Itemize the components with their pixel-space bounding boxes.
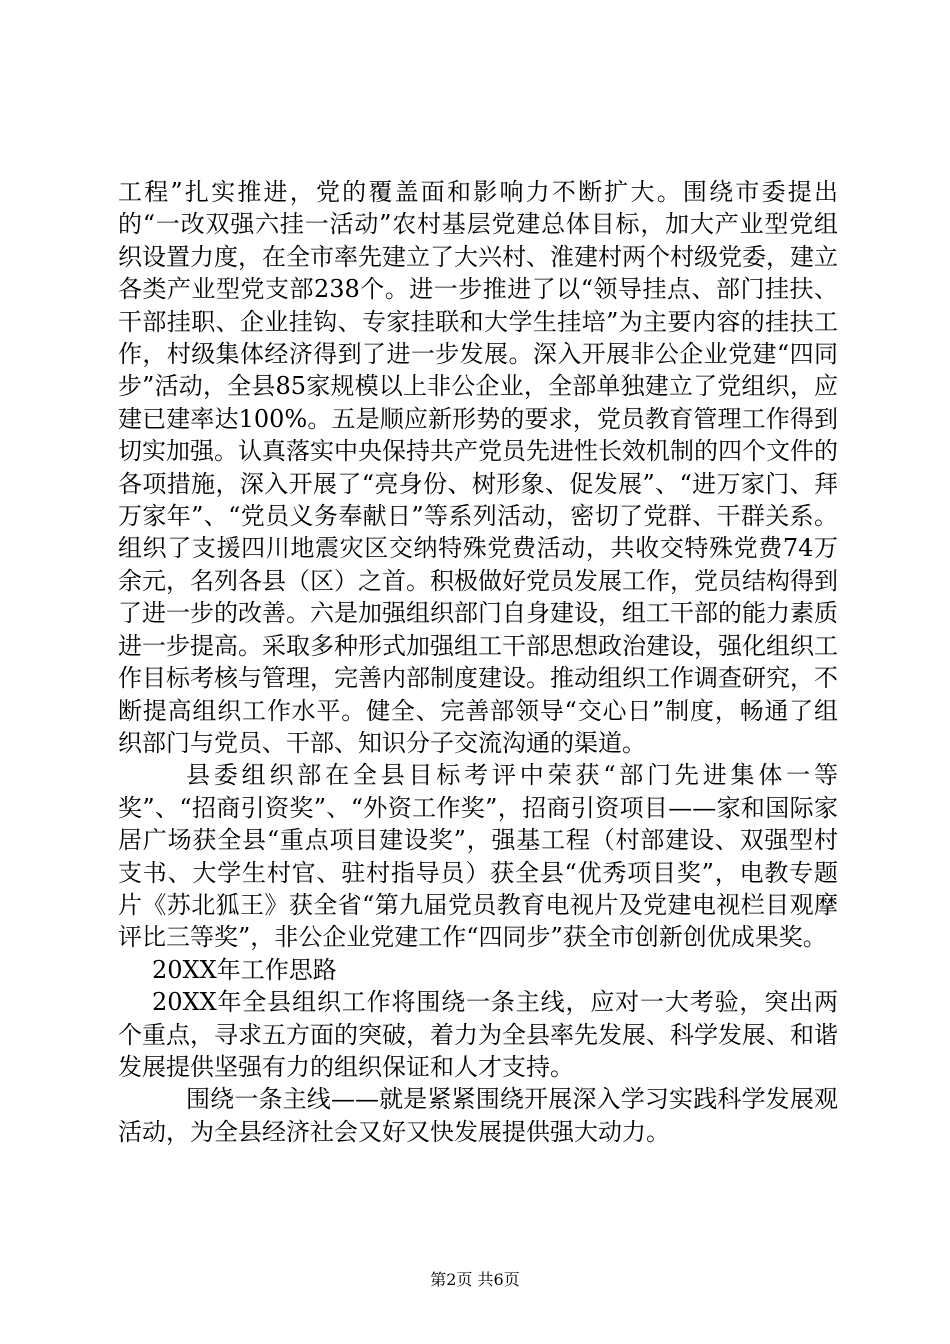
paragraph-main-line: 围绕一条主线——就是紧紧围绕开展深入学习实践科学发展观活动，为全县经济社会又好又快发展提供强大动力。 [118, 1085, 838, 1146]
document-body [118, 176, 838, 1148]
paragraph-continuation: 工程”扎实推进，党的覆盖面和影响力不断扩大。围绕市委提出的“一改双强六挂一活动”农村基层党建总体目标，加大产业型党组织设置力度，在全市率先建立了大兴村、淮建村两个村级党委，建立各类产业型党支部238个。进一步推进了以“领导挂点、部门挂扶、干部挂职、企业挂钩、专家挂联和大学生挂培”为主要内容的挂扶工作，村级集体经济得到了进一步发展。深入开展非公企业党建“四同步”活动，全县85家规模以上非公企业，全部单独建立了党组织，应建已建率达100%。五是顺应新形势的要求，党员教育管理工作得到切实加强。认真落实中央保持共产党员先进性长效机制的四个文件的各项措施，深入开展了“亮身份、树形象、促发展”、“进万家门、拜万家年”、“党员义务奉献日”等系列活动，密切了党群、干群关系。组织了支援四川地震灾区交纳特殊党费活动，共收交特殊党费74万余元，名列各县（区）之首。积极做好党员发展工作，党员结构得到了进一步的改善。六是加强组织部门自身建设，组工干部的能力素质进一步提高。采取多种形式加强组工干部思想政治建设，强化组织工作目标考核与管理，完善内部制度建设。推动组织工作调查研究，不断提高组织工作水平。健全、完善部领导“交心日”制度，畅通了组织部门与党员、干部、知识分子交流沟通的渠道。 [118, 178, 838, 757]
page-footer: 第2页 共6页 [430, 1270, 520, 1289]
paragraph-awards: 县委组织部在全县目标考评中荣获“部门先进集体一等奖”、“招商引资奖”、“外资工作奖”，招商引资项目——家和国际家居广场获全县“重点项目建设奖”，强基工程（村部建设、双强型村支书、大学生村官、驻村指导员）获全县“优秀项目奖”，电教专题片《苏北狐王》获全省“第九届党员教育电视片及党建电视栏目观摩评比三等奖”，非公企业党建工作“四同步”获全市创新创优成果奖。 [118, 761, 838, 952]
section-heading: 20XX年工作思路 [152, 955, 337, 984]
paragraph-outline: 20XX年全县组织工作将围绕一条主线，应对一大考验，突出两个重点，寻求五方面的突破，着力为全县率先发展、科学发展、和谐发展提供坚强有力的组织保证和人才支持。 [118, 988, 838, 1081]
